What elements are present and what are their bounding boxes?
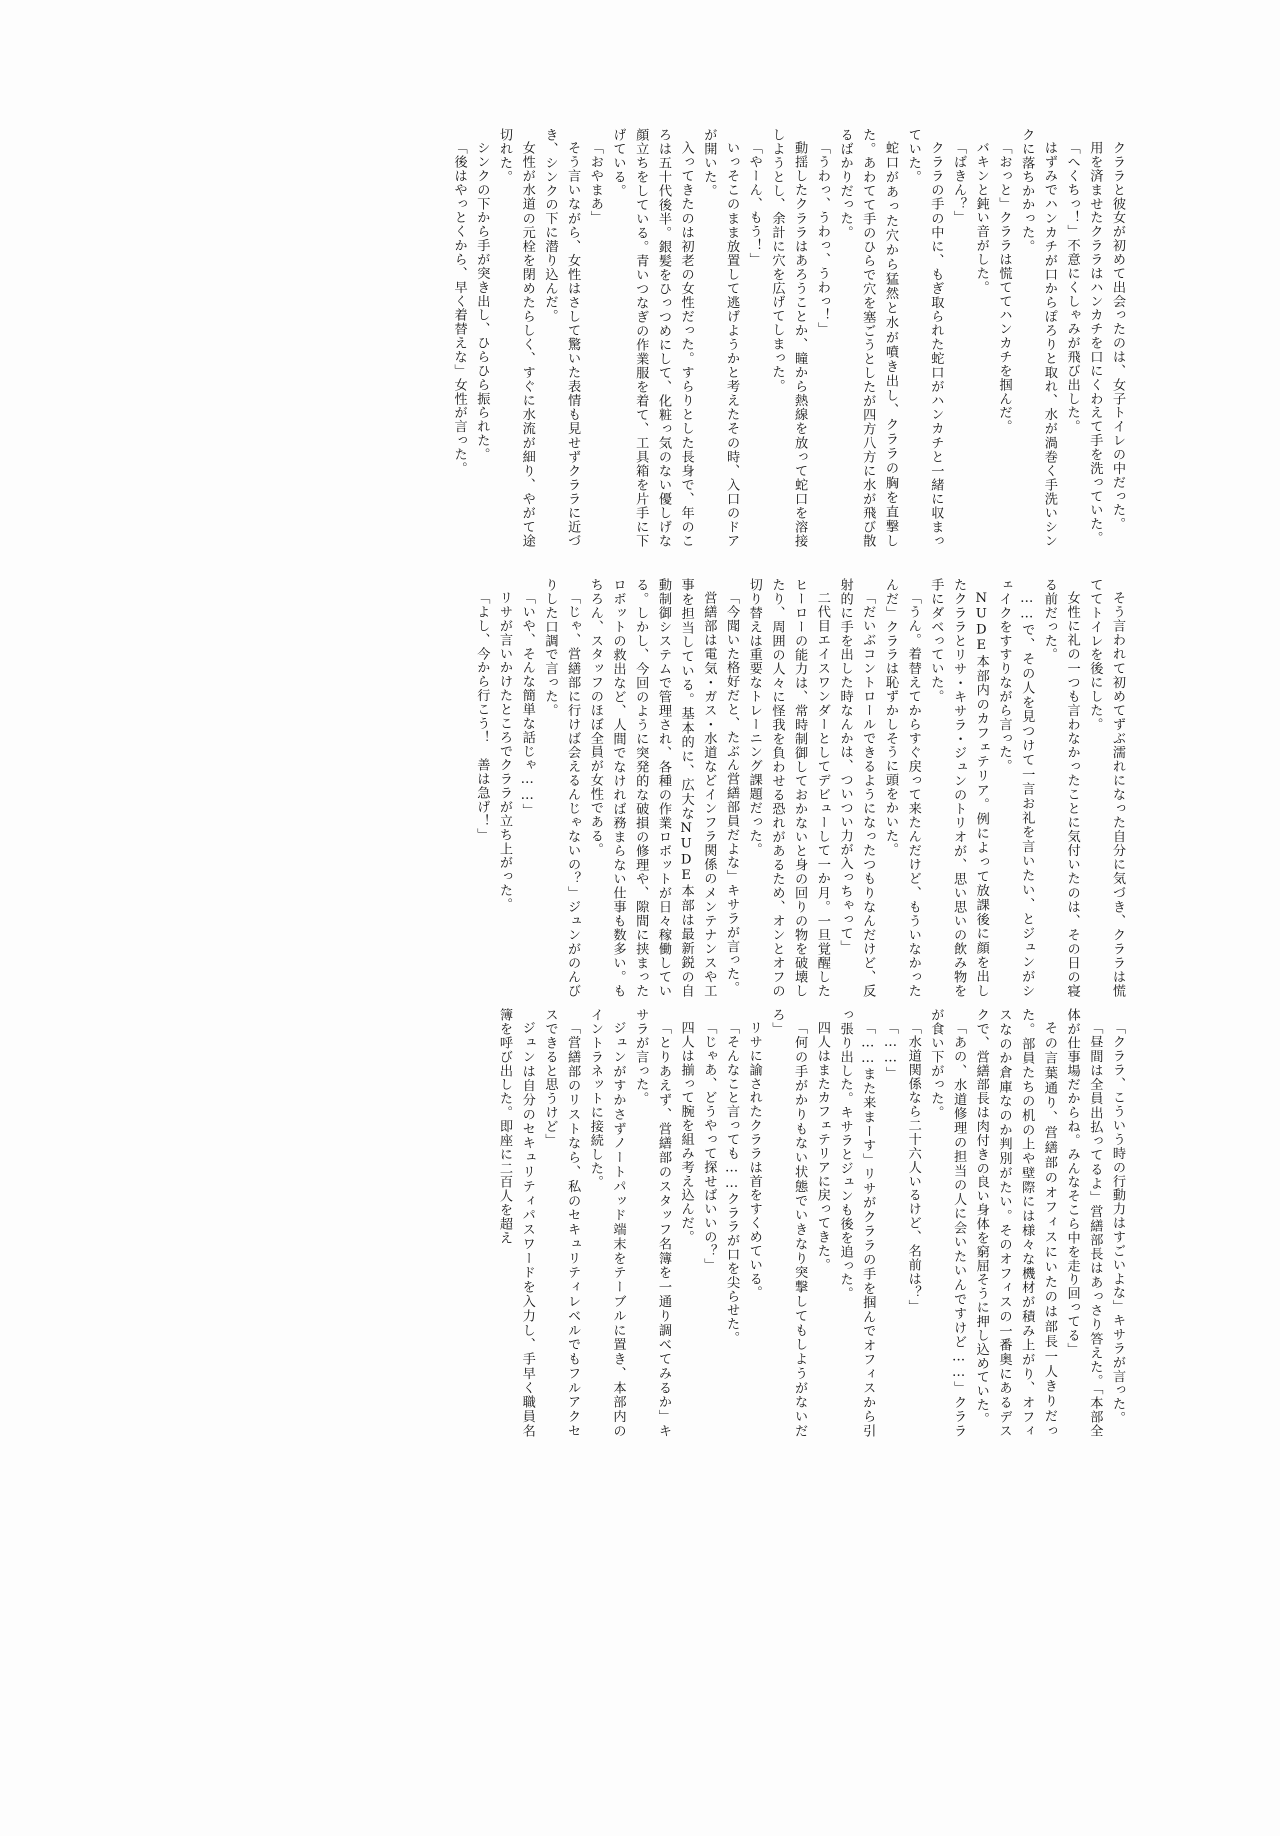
paragraph: 「何の手がかりもない状態でいきなり突撃してもしようがないだろ」 — [769, 1008, 808, 1438]
paragraph: 「だいぶコントロールできるようになったつもりなんだけど、反射的に手を出した時なんかは、ついつい力が入っちゃって」 — [837, 578, 876, 998]
paragraph: クララと彼女が初めて出会ったのは、女子トイレの中だった。 — [1110, 141, 1125, 532]
paragraph: 「今聞いた格好だと、たぶん営繕部員だよな」キサラが言った。 — [724, 591, 740, 996]
paragraph: 四人はまたカフェテリアに戻ってきた。 — [814, 1021, 830, 1272]
paragraph: ……で、その人を見つけて一言お礼を言いたい、とジュンがシェイクをすすりながら言った。 — [996, 578, 1035, 998]
paragraph: 「後はやっとくから、早く着替えな」女性が言った。 — [451, 141, 467, 476]
paragraph: クララの手の中に、もぎ取られた蛇口がハンカチと一緒に収まっていた。 — [905, 128, 944, 548]
paragraph: 女性が水道の元栓を閉めたらしく、すぐに水流が細り、やがて途切れた。 — [497, 128, 535, 548]
text-block-3 — [492, 1008, 1128, 1438]
paragraph: リサに諭されたクララは首をすくめている。 — [746, 1021, 762, 1300]
paragraph: バキンと鈍い音がした。 — [973, 141, 989, 295]
paragraph: 「へくちっ！」不意にくしゃみが飛び出した。 — [1064, 141, 1080, 434]
paragraph: 「じゃ、営繕部に行けば会えるんじゃないの？」ジュンがのんびりした口調で言った。 — [542, 578, 581, 998]
paragraph: ジュンは自分のセキュリティパスワードを入力し、手早く職員名簿を呼び出した。即座に二百人を超え — [497, 1008, 535, 1438]
text-block-1 — [447, 128, 1128, 548]
paragraph: そう言われて初めてずぶ濡れになった自分に気づき、クララは慌ててトイレを後にした。 — [1087, 578, 1125, 998]
paragraph: 「うん。着替えてからすぐ戻って来たんだけど、もういなかったんだ」クララは恥ずかしそうに頭をかいた。 — [882, 578, 921, 998]
paragraph: 「おっと」クララは慌ててハンカチを掴んだ。 — [996, 141, 1012, 434]
paragraph: 「クララ、こういう時の行動力はすごいよな」キサラが言った。 — [1110, 1021, 1125, 1426]
paragraph: 入ってきたのは初老の女性だった。すらりとした長身で、年のころは五十代後半。銀髪をひっつめにして、化粧っ気のない優しげな顔立ちをしている。青いつなぎの作業服を着て、工具箱を片手に下げている。 — [610, 128, 694, 548]
paragraph: シンクの下から手が突き出し、ひらひら振られた。 — [474, 141, 490, 462]
paragraph: 「……」 — [882, 1021, 898, 1081]
paragraph: 「そんなこと言っても……クララが口を尖らせた。 — [724, 1021, 740, 1346]
paragraph: 蛇口があった穴から猛然と水が噴き出し、クララの胸を直撃した。あわてて手のひらで穴を塞ごうとしたが四方八方に水が飛び散るばかりだった。 — [837, 128, 898, 548]
paragraph: ジュンがすかさずノートパッド端末をテーブルに置き、本部内のイントラネットに接続した。 — [587, 1008, 626, 1438]
paragraph: リサが言いかけたところでクララが立ち上がった。 — [497, 591, 513, 912]
paragraph: 「昼間は全員出払ってるよ」営繕部長はあっさり答えた。「本部全体が仕事場だからね。みんなそこら中を走り回ってる」 — [1064, 1008, 1103, 1438]
paragraph: 「水道関係なら二十六人いるけど、名前は？」 — [905, 1021, 921, 1314]
paragraph: 四人は揃って腕を組み考え込んだ。 — [678, 1021, 694, 1245]
paragraph: 「うわっ、うわっ、うわっ！」 — [814, 141, 830, 337]
paragraph: 二代目エイスワンダーとしてデビューして一か月。一旦覚醒したヒーローの能力は、常時制御しておかないと身の回りの物を破壊したり、周囲の人々に怪我を負わせる恐れがあるため、オンとオフの切り替えは重要なトレーニング課題だった。 — [746, 578, 830, 998]
paragraph: その言葉通り、営繕部のオフィスにいたのは部長一人きりだった。部員たちの机の上や壁際には様々な機材が積み上がり、オフィスなのか倉庫なのか判別がたい。そのオフィスの一番奥にあるデスクで、営繕部長は肉付きの良い身体を窮屈そうに押し込めていた。 — [973, 1008, 1057, 1438]
paragraph: 「やーん、もう！」 — [746, 141, 762, 267]
paragraph: 「……また来まーす」リサがクララの手を掴んでオフィスから引っ張り出した。キサラとジュンも後を追った。 — [837, 1008, 876, 1438]
paragraph: 営繕部は電気・ガス・水道などインフラ関係のメンテナンスや工事を担当している。基本的に、広大なNUDE本部は最新鋭の自動制御システムで管理され、各種の作業ロボットが日々稼働している。しかし、今回のように突発的な破損の修理や、隙間に挟まったロボットの救出など、人間でなければ務まらない仕事も数多い。もちろん、スタッフのほぼ全員が女性である。 — [587, 578, 717, 998]
paragraph: 女性に礼の一つも言わなかったことに気付いたのは、その日の寝る前だった。 — [1041, 578, 1080, 998]
paragraph: 「よし、今から行こう！ 善は急げ！」 — [474, 591, 490, 842]
paragraph: いっそこのまま放置して逃げようかと考えたその時、入口のドアが開いた。 — [701, 128, 740, 548]
paragraph: 用を済ませたクララはハンカチを口にくわえて手を洗っていた。 — [1087, 141, 1103, 546]
paragraph: 「じゃあ、どうやって探せばいいの？」 — [701, 1021, 717, 1272]
paragraph: 動揺したクララはあろうことか、瞳から熱線を放って蛇口を溶接しようとし、余計に穴を広げてしまった。 — [769, 128, 808, 548]
paragraph: 「営繕部のリストなら、私のセキュリティレベルでもフルアクセスできると思うけど」 — [542, 1008, 581, 1438]
paragraph: はずみでハンカチが口からぽろりと取れ、水が渦巻く手洗いシンクに落ちかかった。 — [1019, 128, 1057, 548]
paragraph: 「あの、水道修理の担当の人に会いたいんですけど……」クララが食い下がった。 — [928, 1008, 967, 1438]
paragraph: 「とりあえず、営繕部のスタッフ名簿を一通り調べてみるか」キサラが言った。 — [633, 1008, 671, 1438]
paragraph: 「いや、そんな簡単な話じゃ……」 — [519, 591, 535, 818]
paragraph: そう言いながら、女性はさして驚いた表情も見せずクララに近づき、シンクの下に潜り込んだ。 — [542, 128, 581, 548]
paragraph: 「おやまあ」 — [587, 141, 603, 225]
paragraph: 「ばきん？」 — [951, 141, 967, 225]
paragraph: NUDE本部内のカフェテリア。例によって放課後に顔を出したクララとリサ・キサラ・ジュンのトリオが、思い思いの飲み物を手にダベっていた。 — [928, 578, 989, 998]
text-block-2 — [470, 578, 1128, 998]
